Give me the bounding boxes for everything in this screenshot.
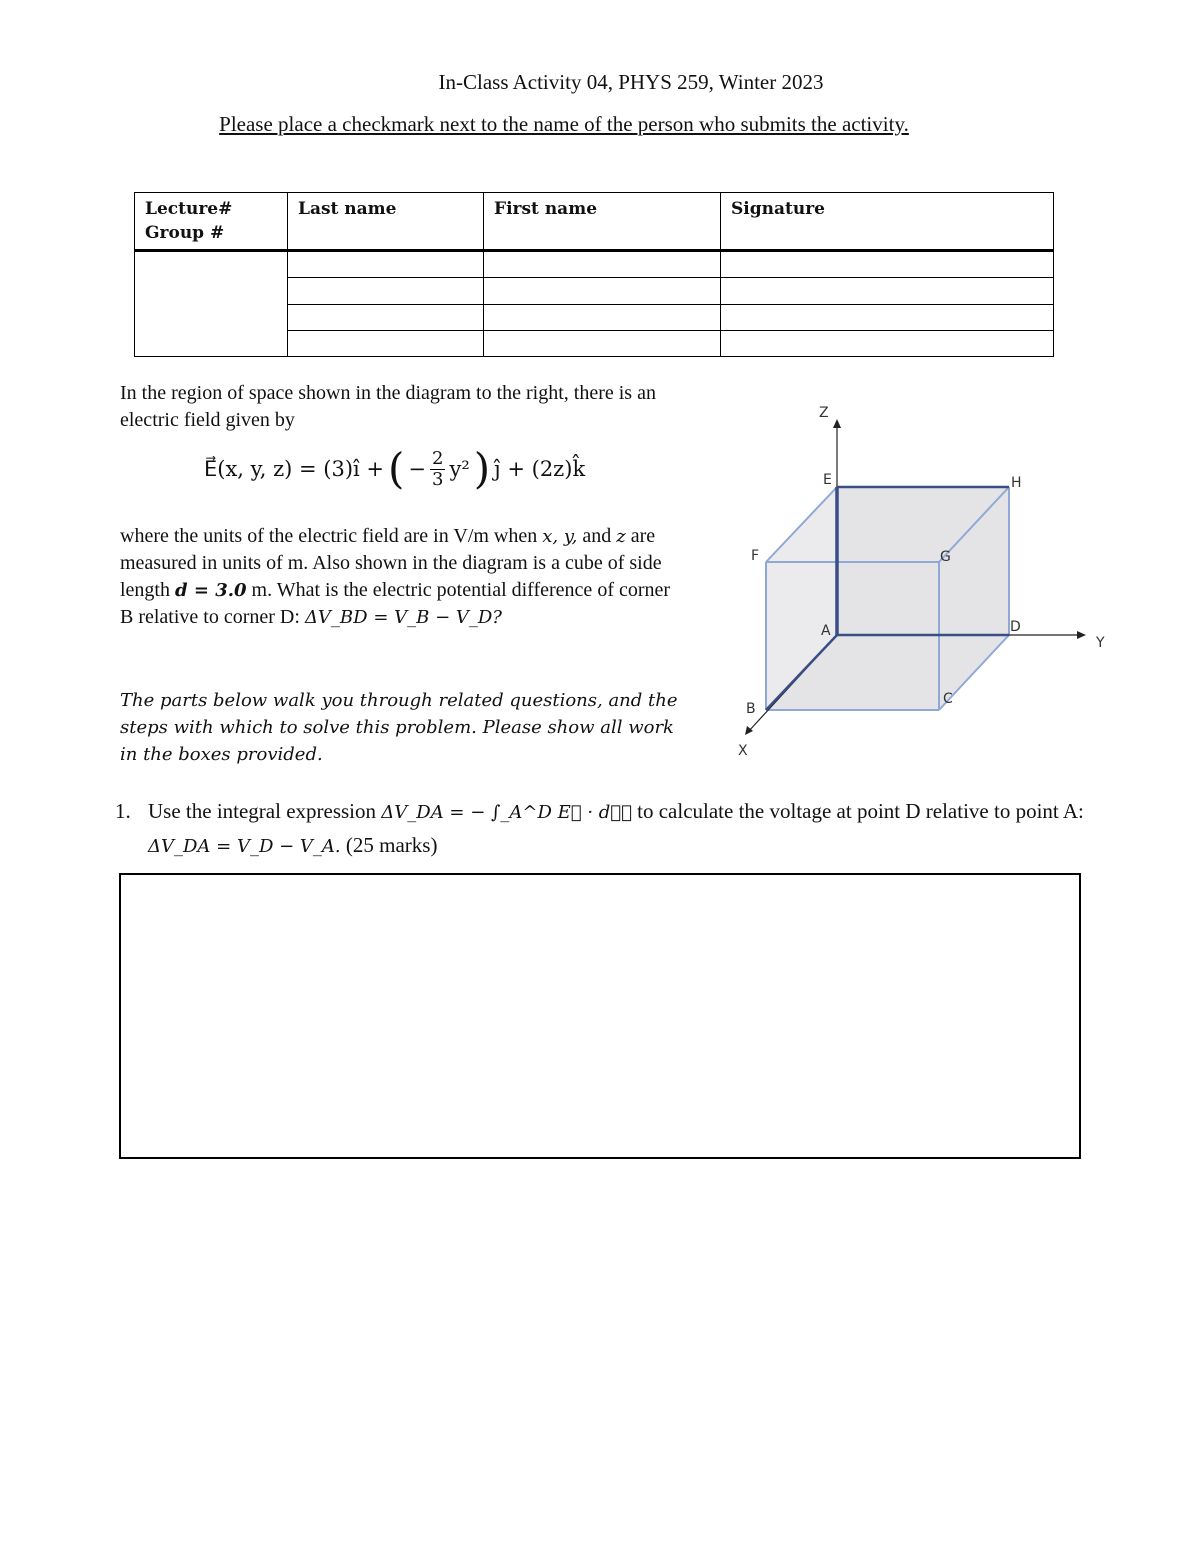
header-group: Group #: [145, 223, 225, 243]
header-signature: Signature: [721, 193, 1054, 251]
signature-cell[interactable]: [721, 278, 1054, 304]
cube-diagram: [700, 395, 1120, 765]
signature-cell[interactable]: [721, 251, 1054, 278]
corner-label-E: E: [823, 472, 832, 488]
table-row: [135, 251, 1054, 278]
signature-cell[interactable]: [721, 330, 1054, 356]
field-lhs: E⃗(x, y, z) = (3)î +: [204, 457, 385, 481]
answer-box[interactable]: [119, 873, 1081, 1159]
field-y-squared: y²: [449, 457, 470, 481]
corner-label-D: D: [1010, 619, 1021, 635]
question-text-2: to calculate the voltage at point D relative to point A:: [637, 799, 1084, 823]
potential-difference-expr: ΔV_BD = V_B − V_D?: [304, 607, 502, 628]
z-axis-arrow-icon: [833, 419, 841, 428]
roster-header-row: [135, 193, 1054, 251]
units-text-1: where the units of the electric field are in V/m when: [120, 525, 538, 547]
corner-label-H: H: [1011, 475, 1022, 491]
units-text-3: are measured in units of m. Also shown in the diagram is a cube of side length: [120, 525, 662, 601]
question-marks: (25 marks): [345, 833, 438, 857]
units-z: z: [616, 526, 626, 547]
submission-instruction: Please place a checkmark next to the name of the person who submits the activity.: [219, 112, 909, 136]
close-paren: ): [473, 444, 491, 493]
integral-expression: ΔV_DA = − ∫_A^D E⃗ · dℓ⃗: [381, 802, 632, 823]
last-name-cell[interactable]: [288, 278, 484, 304]
fraction-numerator: 2: [432, 447, 444, 469]
roster-table: [134, 192, 1054, 357]
open-paren: (: [388, 444, 405, 493]
corner-label-G: G: [940, 549, 951, 565]
header-lecture: Lecture#: [145, 199, 233, 219]
corner-label-B: B: [746, 701, 756, 717]
field-neg: −: [408, 457, 427, 481]
question-text: [148, 795, 1095, 863]
header-lecture-group: [135, 193, 288, 251]
corner-label-C: C: [943, 691, 953, 707]
first-name-cell[interactable]: [484, 304, 721, 330]
last-name-cell[interactable]: [288, 304, 484, 330]
electric-field-equation: [204, 444, 586, 493]
guidance-note: The parts below walk you through related questions, and the steps with which to solve this problem. Please show all work in the boxes provided.: [120, 690, 678, 765]
problem-description: [120, 523, 680, 631]
field-rhs: ĵ + (2z)k̂: [494, 457, 586, 481]
corner-label-A: A: [821, 623, 831, 639]
side-length: d = 3.0: [175, 580, 247, 601]
question-1: [115, 795, 1095, 863]
axis-label-y: Y: [1096, 635, 1105, 651]
units-text-4: m. What is the electric potential difference of corner B relative to corner D:: [120, 579, 671, 628]
units-text-2: and: [582, 525, 612, 547]
corner-label-F: F: [751, 548, 760, 564]
lecture-group-cell[interactable]: [135, 251, 288, 357]
last-name-cell[interactable]: [288, 330, 484, 356]
header-last-name: Last name: [288, 193, 484, 251]
units-vars: x, y,: [542, 526, 578, 547]
fraction-denominator: 3: [432, 468, 444, 490]
signature-cell[interactable]: [721, 304, 1054, 330]
header-first-name: First name: [484, 193, 721, 251]
question-number: 1.: [115, 799, 131, 823]
first-name-cell[interactable]: [484, 330, 721, 356]
page-title: In-Class Activity 04, PHYS 259, Winter 2023: [438, 70, 824, 94]
y-axis-arrow-icon: [1077, 631, 1086, 639]
first-name-cell[interactable]: [484, 278, 721, 304]
delta-v-expression: ΔV_DA = V_D − V_A.: [148, 836, 341, 857]
axis-label-x: X: [738, 743, 748, 759]
problem-intro: In the region of space shown in the diagram to the right, there is an electric field given by: [120, 382, 656, 431]
last-name-cell[interactable]: [288, 251, 484, 278]
first-name-cell[interactable]: [484, 251, 721, 278]
axis-label-z: Z: [819, 405, 829, 421]
two-thirds-fraction: [430, 449, 445, 490]
question-text-1: Use the integral expression: [148, 799, 377, 823]
